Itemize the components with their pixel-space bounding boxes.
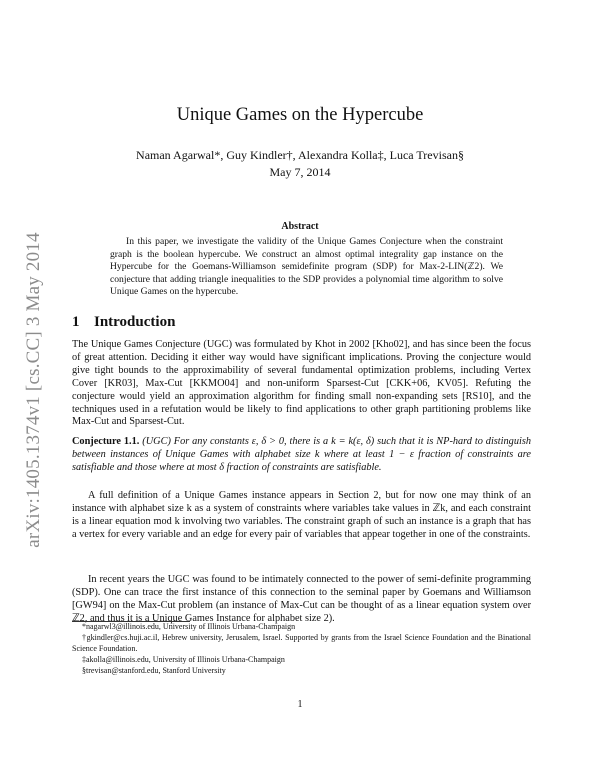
conjecture-label: Conjecture 1.1. xyxy=(72,436,140,447)
arxiv-identifier: arXiv:1405.1374v1 [cs.CC] 3 May 2014 xyxy=(23,232,44,548)
intro-paragraph-2: A full definition of a Unique Games instance appears in Section 2, but for now one may think of an instance with alphabet size k as a system of constraints where variables take values in ℤk, and each constraint is a linear equation mod k involving two variables. The constraint graph of such an instance is a graph that has a vertex for every variable and an edge for every pair of variables that appear together in one of the constraints. xyxy=(72,490,531,540)
section-title: Introduction xyxy=(94,314,176,330)
arxiv-sidebar-stamp xyxy=(22,190,46,590)
footnote-4: §trevisan@stanford.edu, Stanford University xyxy=(82,666,226,675)
abstract-text: In this paper, we investigate the validity of the Unique Games Conjecture when the constraint graph is the boolean hypercube. We construct an almost optimal integrality gap instance on the Hypercube for the Goemans-Williamson semidefinite program (SDP) for Max-2-LIN(ℤ2). We conjecture that adding triangle inequalities to the SDP provides a polynomial time algorithm to solve Unique Games on the hypercube. xyxy=(110,236,503,297)
intro-paragraph-1: The Unique Games Conjecture (UGC) was formulated by Khot in 2002 [Kho02], and has since been the focus of great attention. Deciding it either way would have significant implications. Proving the conjecture would give tight bounds to the approximability of several fundamental optimization problems, including Vertex Cover [KR03], Max-Cut [KKMO04] and non-uniform Sparsest-Cut [CKK+06, KV05]. Refuting the conjecture would yield an approximation algorithm for finding small non-expanding sets [RS10], and the techniques used in a refutation would be likely to find applications to other graph partitioning problems like Max-Cut and Sparsest-Cut. xyxy=(72,339,531,428)
page-number: 1 xyxy=(297,699,303,710)
footnote-2: †gkindler@cs.huji.ac.il, Hebrew university, Jerusalem, Israel. Supported by grants from the Israel Science Foundation and the Binational Science Foundation. xyxy=(72,633,531,653)
paper-date: May 7, 2014 xyxy=(269,165,331,179)
paper-title: Unique Games on the Hypercube xyxy=(176,105,424,125)
abstract-heading: Abstract xyxy=(281,221,319,232)
footnote-3: ‡akolla@illinois.edu, University of Illinois Urbana-Champaign xyxy=(82,655,285,664)
author-list: Naman Agarwal*, Guy Kindler†, Alexandra Kolla‡, Luca Trevisan§ xyxy=(136,148,464,162)
conjecture-text: (UGC) For any constants ε, δ > 0, there is a k = k(ε, δ) such that it is NP-hard to distinguish between instances of Unique Games with alphabet size k where at least 1 − ε fraction of constraints are satisfiable and those where at most δ fraction of constraints are satisfiable. xyxy=(72,436,531,473)
conjecture-block xyxy=(72,436,531,475)
footnote-1: *nagarwl3@illinois.edu, University of Illinois Urbana-Champaign xyxy=(82,622,296,631)
section-heading xyxy=(72,314,175,331)
intro-paragraph-3: In recent years the UGC was found to be intimately connected to the power of semi-definite programming (SDP). One can trace the first instance of this connection to the seminal paper by Goemans and Williamson [GW94] on the Max-Cut problem (an instance of Max-Cut can be thought of as a linear equation system over ℤ2, and thus it is a Unique Games Instance for alphabet size 2). xyxy=(72,574,531,624)
section-number: 1 xyxy=(72,314,80,330)
